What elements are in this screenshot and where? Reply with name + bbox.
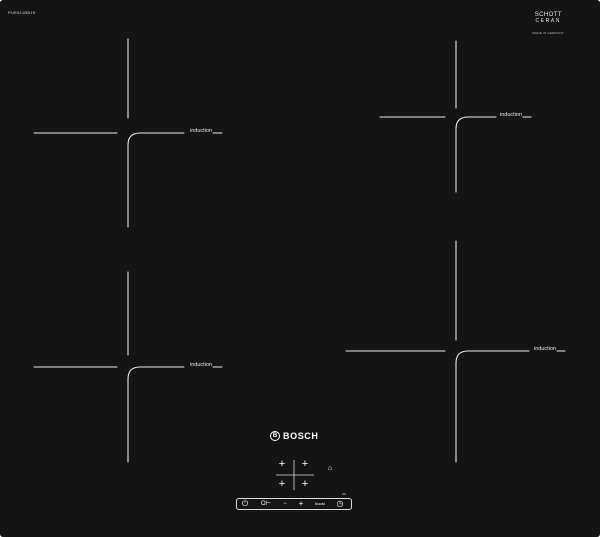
minus-button[interactable]: − [283, 501, 287, 507]
boost-button[interactable]: boost [315, 501, 325, 506]
zone-br-label: induction [534, 346, 557, 352]
timer-button[interactable]: ◷ [336, 499, 344, 508]
zone-select-br-button[interactable]: + [301, 478, 309, 490]
zone-bl-corner [128, 367, 184, 462]
made-in-text: MADE IN GERMANY [532, 31, 564, 35]
panel-small-label: 3S [342, 492, 346, 496]
bosch-logo [270, 431, 319, 441]
brand-name: BOSCH [283, 431, 319, 441]
zone-select-tl-button[interactable]: + [278, 458, 286, 470]
power-button[interactable]: ⏻ [241, 499, 249, 508]
zone-select-bl-button[interactable]: + [278, 478, 286, 490]
zone-tl-corner [128, 133, 184, 227]
zone-tl-label: induction [190, 128, 213, 134]
bosch-ring-icon: B [270, 431, 280, 441]
model-code: PUE611BB1E [8, 10, 36, 15]
zone-bl-label: induction [190, 362, 213, 368]
schott-text: SCHOTT [534, 12, 562, 18]
zone-tr-label: induction [500, 112, 523, 118]
wipe-protect-icon[interactable]: ⌂ [327, 465, 333, 472]
plus-button[interactable]: + [298, 499, 304, 508]
zone-tr-corner [456, 117, 496, 192]
zone-br-corner [456, 351, 529, 462]
childlock-button[interactable]: O⊢ [261, 501, 271, 507]
ceran-text: CERAN [535, 18, 561, 24]
zone-select-tr-button[interactable]: + [301, 458, 309, 470]
